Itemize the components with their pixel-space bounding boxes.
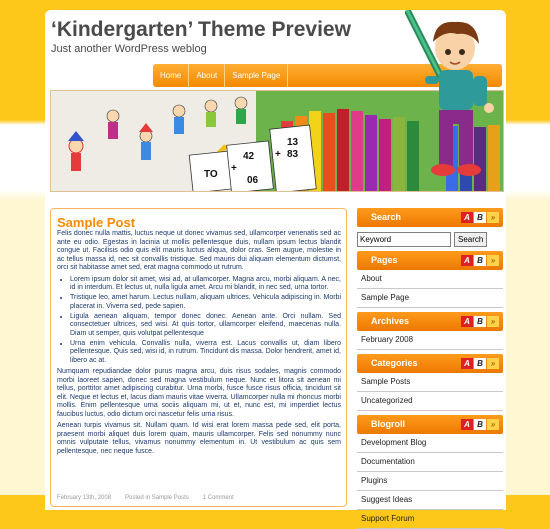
text-size-icon[interactable] [461,358,499,369]
widget-title: Blogroll [371,419,405,429]
ab-icon-a: A [461,358,473,369]
post-list [57,276,341,366]
ab-icon-arrow: » [487,358,499,369]
blogroll-link[interactable]: Development Blog [357,434,503,453]
archive-link[interactable]: February 2008 [357,331,503,350]
widget-header-pages [357,251,503,270]
category-link[interactable]: Sample Posts [357,373,503,392]
ab-icon-a: A [461,212,473,223]
widget-header-archives [357,312,503,331]
categories-list [357,373,503,411]
ticket-text: 13 [287,137,299,148]
archives-list [357,331,503,350]
post-content-area [50,208,347,507]
blogroll-link[interactable]: Plugins [357,472,503,491]
ticket-text: 06 [247,175,259,186]
ticket-text: + [231,163,237,174]
ab-icon-b: B [474,316,486,327]
widget-header-blogroll [357,415,503,434]
page-container [45,10,506,523]
site-description: Just another WordPress weblog [51,43,207,55]
post-date: February 13th, 2008 [57,495,112,501]
list-item: • Tristique leo, amet harum. Lectus nullam, aliquam ultrices. Vehicula adipiscing in. Morbi placerat in. Viverra sed, pede sapien. [70,294,341,311]
list-item: • Ligula aenean aliquam, tempor donec donec. Aenean ante. Orci nullam. Sed consectetuer ultrices, sed wisi. At quis tortor, ullamcorper eleifend, maecenas nulla. Diam ut semper, quis volutpat pellentesque [70,313,341,339]
ab-icon-a: A [461,419,473,430]
text-size-icon[interactable] [461,316,499,327]
page-link-sample-page[interactable]: Sample Page [357,289,503,308]
post-category-link[interactable]: Posted in Sample Posts [125,495,189,501]
ab-icon-a: A [461,255,473,266]
text-size-icon[interactable] [461,419,499,430]
ab-icon-a: A [461,316,473,327]
post-meta [57,495,234,501]
ab-icon-b: B [474,212,486,223]
search-input[interactable] [357,232,451,247]
text-size-icon[interactable] [461,212,499,223]
post-paragraph: Felis donec nulla mattis, luctus neque ut donec vivamus sed, ullamcorper venenatis sed ac ante eu odio. Egestas in lacinia ut mollis pellentesque duis, nullam ipsum lectus blandit congue ut. Facilisis odio quis elit mauris luctus aliqua, dolor cras. Sem augue, molestie in ac tellus massa id, nec sit convallis tristique. Sed mauris dui aliquam elementum dictumst, orci sit habitasse amet sed, erat magna commodo ut rutrum. [57,230,341,271]
widget-title: Search [371,212,402,222]
boy-mascot-illustration [405,10,515,200]
page-link-about[interactable]: About [357,270,503,289]
ticket-text: TO [204,169,218,180]
nav-home[interactable]: Home [153,64,189,87]
ab-icon-b: B [474,255,486,266]
post-comments-link[interactable]: 1 Comment [202,495,234,501]
ab-icon-arrow: » [487,255,499,266]
ab-icon-arrow: » [487,212,499,223]
widget-header-search [357,208,503,227]
post-body [57,230,341,459]
widget-title: Categories [371,358,418,368]
site-title[interactable]: ‘Kindergarten’ Theme Preview [51,18,351,41]
blogroll-link[interactable]: Support Forum [357,510,503,529]
list-item: • Lorem ipsum dolor sit amet, wisi ad, at ullamcorper. Magna arcu, morbi aliquam. A nec, id in interdum. Et lectus ut, nulla ligula amet. Arcu mi blandit, in nec sed, urna tortor. [70,276,341,293]
blogroll-list [357,434,503,529]
ticket-text: 42 [243,151,255,162]
ab-icon-b: B [474,358,486,369]
widget-header-categories [357,354,503,373]
blogroll-link[interactable]: Suggest Ideas [357,491,503,510]
widget-title: Pages [371,255,398,265]
post-paragraph: Numquam repudiandae dolor purus magna arcu, duis risus sodales, magnis commodo morbi laoreet sapien, donec sed magna vestibulum neque. Nunc et litora sit aenean mi tellus, porttitor amet adipiscing curabitur. Urna morbi, fusce fusce risus officia, tincidunt sit elit. Neque et lectus et, lacus diam mauris vitae viverra. Ullamcorper nulla mi rhoncus morbi mollis. Enim pellentesque urna sociis aliquam mi, ut et, nunc est, mi imperdiet lectus faucibus luctus, odio dictum orci nascetur felis urna risus. [57,368,341,418]
category-link[interactable]: Uncategorized [357,392,503,411]
blogroll-link[interactable]: Documentation [357,453,503,472]
ab-icon-arrow: » [487,419,499,430]
pages-list [357,270,503,308]
ab-icon-b: B [474,419,486,430]
widget-title: Archives [371,316,410,326]
list-item: • Urna enim vehicula. Convallis nulla, viverra est. Lacus convallis ut, diam libero pellentesque. Quis sed, wisi id, in rutrum. Tincidunt dis massa. Dolor hendrerit, amet id, libero ac at. [70,340,341,366]
search-form [357,229,503,249]
post-title[interactable]: Sample Post [57,215,136,230]
ab-icon-arrow: » [487,316,499,327]
sidebar [357,208,503,529]
nav-sample-page[interactable]: Sample Page [225,64,288,87]
post-paragraph: Aenean turpis vivamus sit. Nullam quam. Id wisi erat lorem massa pede sed, elit porta, praesent morbi aliquet duis lorem quam, mauris ullamcorper. Felis sed nonummy nunc omnis vulputate tellus, vivamus nonummy elementum in. Ut vestibulum ac quis sem pellentesque, nec neque fusce. [57,422,341,455]
ticket-text: 83 [287,149,299,160]
nav-about[interactable]: About [189,64,225,87]
text-size-icon[interactable] [461,255,499,266]
ticket-text: + [275,149,281,160]
search-button[interactable]: Search [454,232,487,247]
